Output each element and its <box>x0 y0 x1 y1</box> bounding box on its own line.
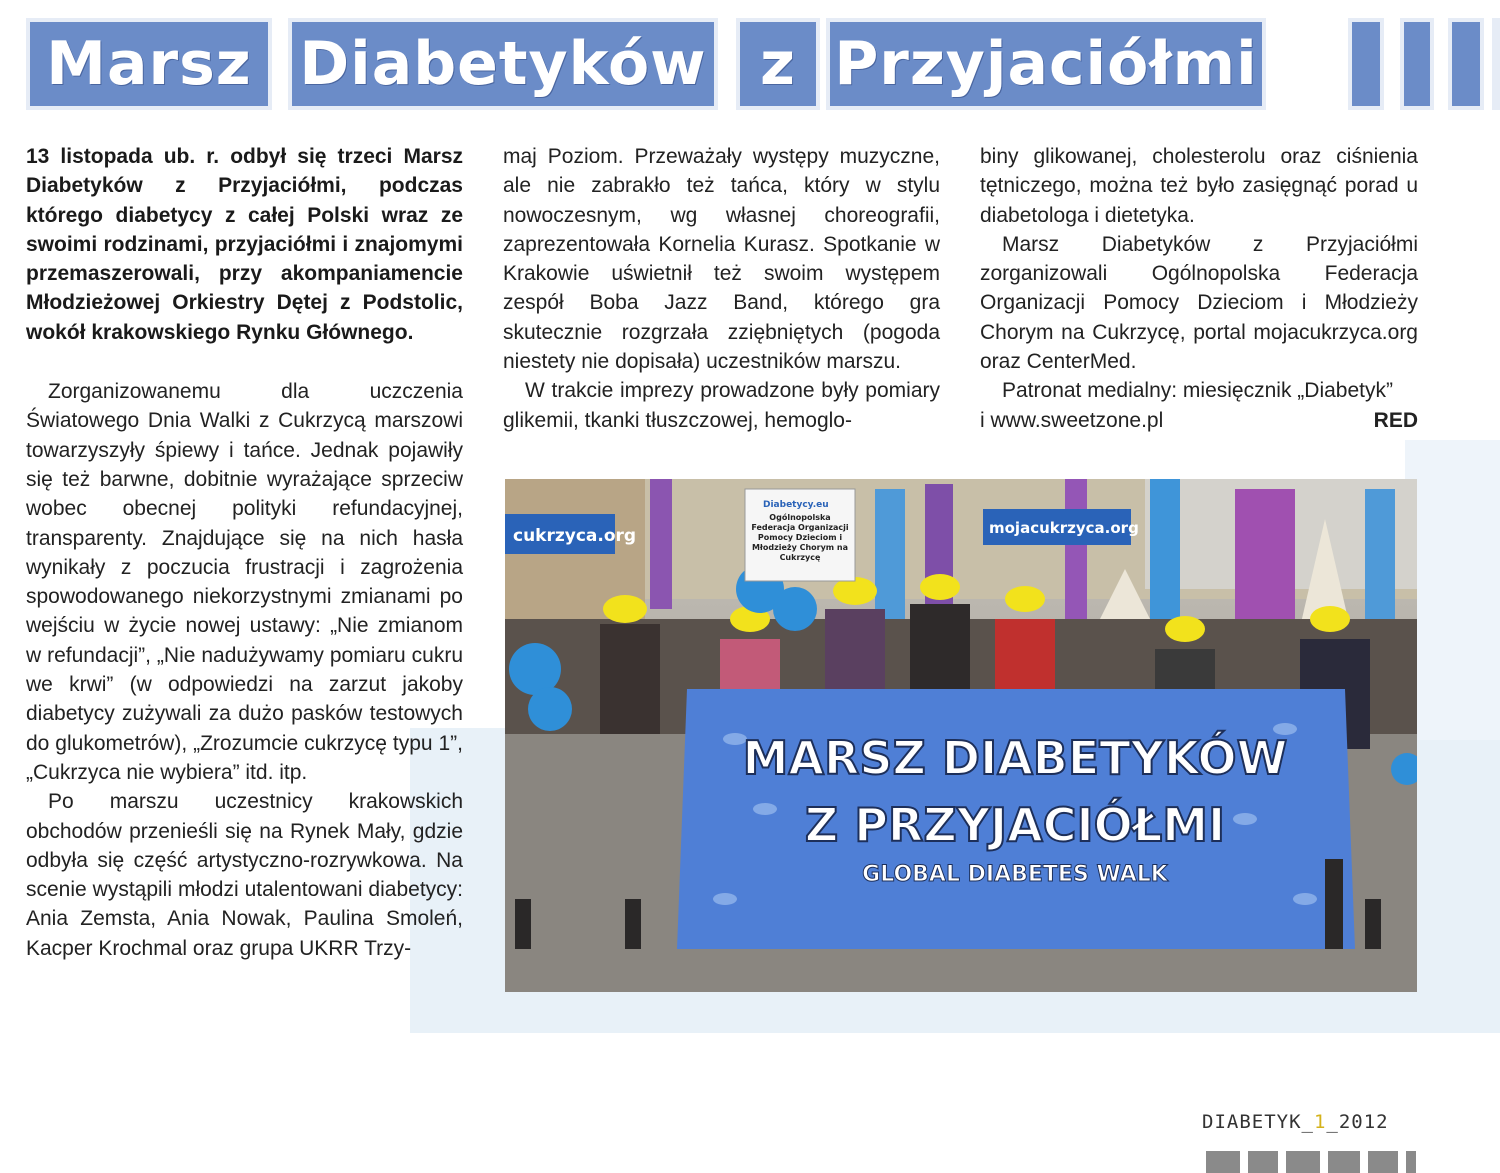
flag-blue <box>1365 489 1395 639</box>
sign-federation-body <box>749 513 851 579</box>
footer-deco-block <box>1328 1151 1360 1173</box>
flag-purple <box>925 484 953 624</box>
article-column-3 <box>980 142 1418 435</box>
march-photo <box>505 479 1417 992</box>
background-block-side <box>1405 440 1500 740</box>
march-photo-illustration <box>505 479 1417 992</box>
magazine-issue: 1 <box>1313 1111 1327 1133</box>
sign-right-text: mojacukrzyca.org <box>989 519 1139 537</box>
article-paragraph-3-start: W trakcie imprezy prowadzone były pomiary glikemii, tkanki tłuszczowej, hemoglo- <box>503 379 940 432</box>
title-word-4: Przyjaciółmi <box>826 18 1266 110</box>
title-word-1: Marsz <box>26 18 272 110</box>
banner-line-3: GLOBAL DIABETES WALK <box>862 862 1168 887</box>
article-column-1 <box>26 142 463 963</box>
footer-deco-block <box>1406 1151 1416 1173</box>
title-deco-block <box>1492 18 1500 110</box>
sign-left-text: cukrzyca.org <box>513 526 637 546</box>
flag-blue <box>875 489 905 629</box>
title-deco-block <box>1348 18 1384 110</box>
article-lead: 13 listopada ub. r. odbył się trzeci Marsz Diabetyków z Przyjaciółmi, podczas którego diabetycy z całej Polski wraz ze swoimi rodzinami, przyjaciółmi i znajomymi przemaszerowali, przy akompaniamencie Młodzieżowej Orkiestry Dętej z Podstolic, wokół krakowskiego Rynku Głównego. <box>26 145 463 344</box>
footer-deco-block <box>1368 1151 1398 1173</box>
banner-line-1: MARSZ DIABETYKÓW <box>742 731 1288 785</box>
sign-federation-text: Ogólnopolska Federacja Organizacji Pomocy Dzieciom i Młodzieży Chorym na Cukrzycę <box>751 513 849 562</box>
footer-deco-block <box>1248 1151 1278 1173</box>
article-paragraph-1: Zorganizowanemu dla uczczenia Światowego Dnia Walki z Cukrzycą marszowi towarzyszyły śpiewy i tańce. Jednak pojawiły się też barwne, dobitnie wyrażające sprzeciw wobec obecnej polityki refundacyjnej, transparenty. Znajdujące się na nich hasła wynikały z poczucia frustracji i zagrożenia spowodowanego niekorzystnymi zmianami po wejściu w życie nowej ustawy: „Nie zmianom w refundacji”, „Nie nadużywamy pomiaru cukru we krwi” (w odpowiedzi na zarzut jakoby diabetycy zużywali za dużo pasków testowych do glukometrów), „Zrozumcie cukrzycę typu 1”, „Cukrzyca nie wybiera” itd. itp. <box>26 380 463 784</box>
article-author: RED <box>1373 408 1418 432</box>
title-word-2: Diabetyków <box>288 18 718 110</box>
title-word-3: z <box>736 18 820 110</box>
article-paragraph-2-start: Po marszu uczestnicy krakowskich obchodów przenieśli się na Rynek Mały, gdzie odbyła się część artystyczno-rozrywkowa. Na scenie wystąpili młodzi utalentowani diabetycy: Ania Zemsta, Ania Nowak, Paulina Smoleń, Kacper Krochmal oraz grupa UKRR Trzy- <box>26 790 463 960</box>
magazine-name: DIABETYK_ <box>1202 1111 1314 1133</box>
flag-purple <box>650 479 672 609</box>
footer-deco-block <box>1206 1151 1240 1173</box>
magazine-footer <box>1202 1111 1389 1133</box>
flag-purple <box>1235 489 1295 639</box>
flag-blue <box>1150 479 1180 619</box>
magazine-year: _2012 <box>1326 1111 1389 1133</box>
banner-line-2: Z PRZYJACIÓŁMI <box>804 798 1226 852</box>
sign-federation-top: Diabetycy.eu <box>763 500 829 510</box>
article-paragraph-3-end: biny glikowanej, cholesterolu oraz ciśnienia tętniczego, można też było zasięgnąć porad u diabetologa i dietetyka. <box>980 145 1418 227</box>
article-patronage: Patronat medialny: miesięcznik „Diabetyk” <box>1002 379 1393 403</box>
article-patronage-url: i www.sweetzone.pl <box>980 408 1164 432</box>
article-paragraph-4: Marsz Diabetyków z Przyjaciółmi zorganizowali Ogólnopolska Federacja Organizacji Pomocy Dzieciom i Młodzieży Chorym na Cukrzycę, portal mojacukrzyca.org oraz CenterMed. <box>980 232 1418 374</box>
flag-purple <box>1065 479 1087 629</box>
footer-deco-block <box>1286 1151 1320 1173</box>
article-column-2 <box>503 142 940 435</box>
title-deco-block <box>1448 18 1484 110</box>
title-deco-block <box>1400 18 1434 110</box>
article-paragraph-2-end: maj Poziom. Przeważały występy muzyczne, ale nie zabrakło też tańca, który w stylu nowoczesnym, wg własnej choreografii, zaprezentowała Kornelia Kurasz. Spotkanie w Krakowie uświetnił też swoim występem zespół Boba Jazz Band, którego gra skutecznie rozgrzała zziębniętych (pogoda niestety nie dopisała) uczestników marszu. <box>503 145 940 374</box>
